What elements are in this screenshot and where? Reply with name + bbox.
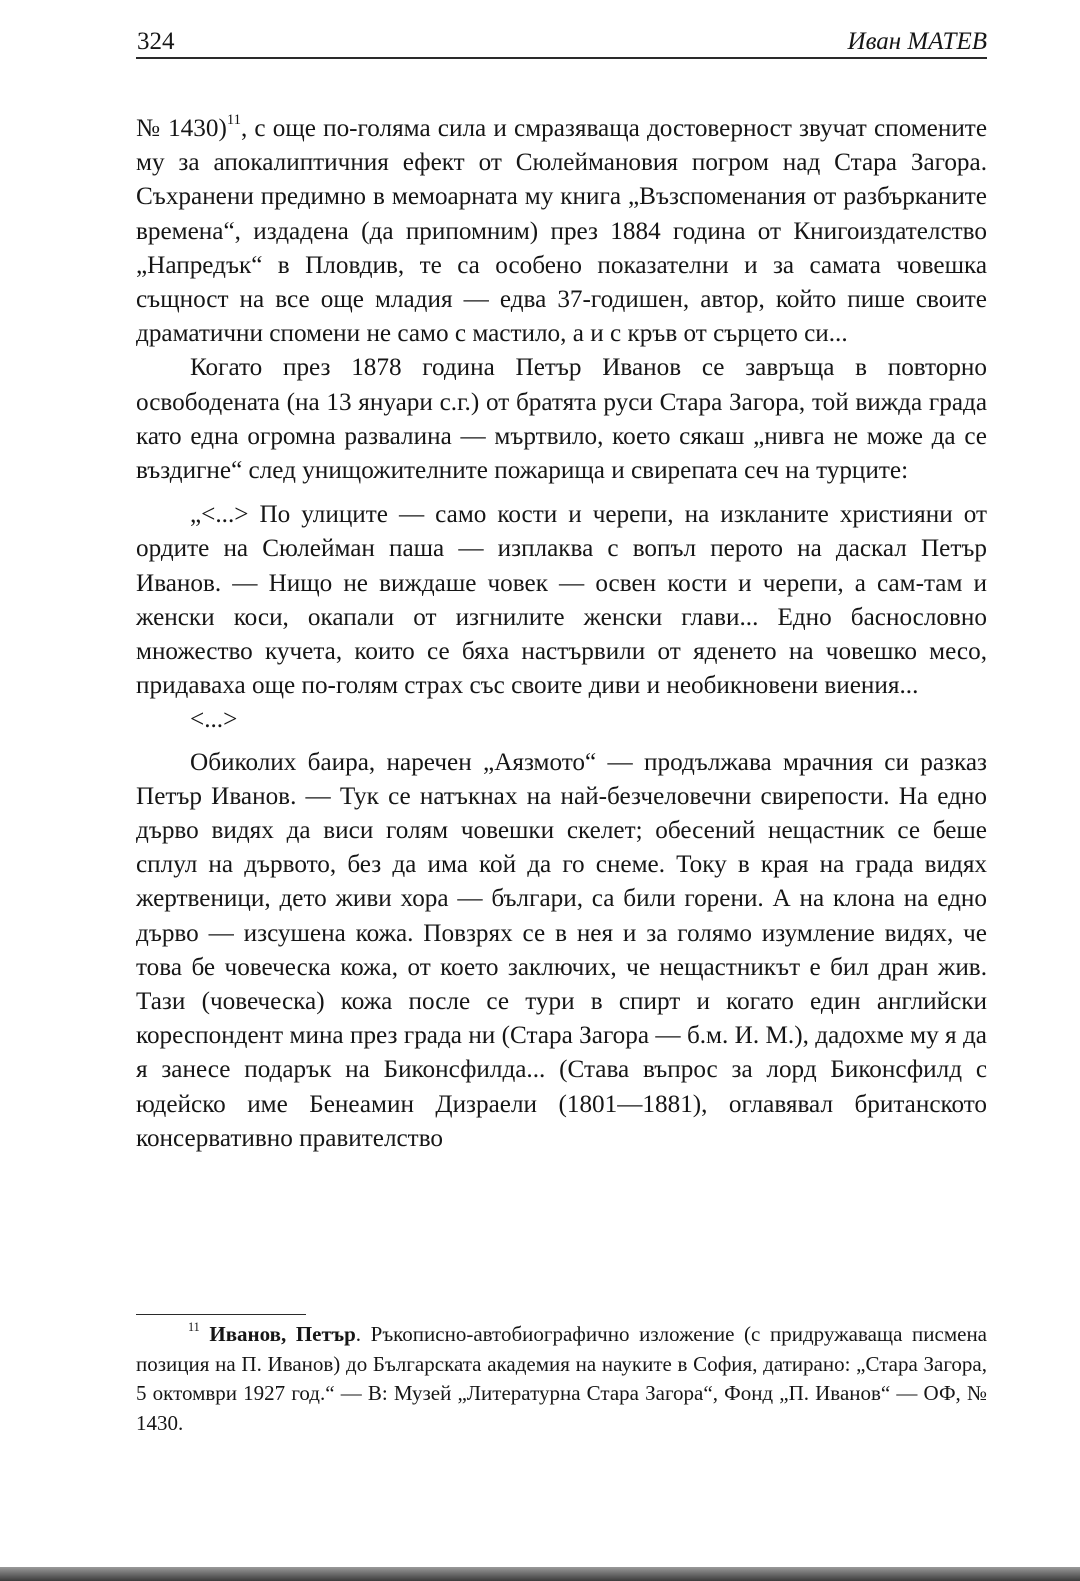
- paragraph: [136, 112, 987, 351]
- header-rule: [136, 57, 987, 59]
- page-bottom-edge: [0, 1567, 1080, 1581]
- footnote-text: [136, 1320, 987, 1438]
- page-number: 324: [137, 28, 175, 55]
- paragraph: Когато през 1878 година Петър Иванов се завръща в повторно освободената (на 13 януари с.г.) от братята руси Стара Загора, той вижда града като една огромна развалина — мъртвило, което сякаш „нивга не може да се въздигне“ след унищожителните пожарища и свирепата сеч на турците:: [136, 354, 987, 485]
- footnote-body: . Ръкописно-автобиографично изложение (с придружаваща писмена позиция на П. Иванов) до Българската академия на науките в София, датирано: „Стара Загора, 5 октомври 1927 год.“ — В: Музей „Литературна Стара Загора“, Фонд „П. Иванов“ — ОФ, № 1430.: [136, 1322, 987, 1435]
- footnote-rule: [136, 1314, 306, 1315]
- ellipsis-line: <...>: [190, 706, 238, 734]
- footnote: [136, 1320, 987, 1438]
- footnote-ref: 11: [226, 112, 241, 129]
- body-text: [136, 112, 987, 1156]
- quote-paragraph: „<...> По улиците — само кости и черепи, на изкланите християни от ордите на Сюлейман паша — изплаква с вопъл перото на даскал Петър Иванов. — Нищо не виждаше човек — освен кости и черепи, а сам-там и женски коси, окапали от изгнилите женски глави... Едно баснословно множество кучета, които се бяха настървили от яденето на човешко месо, придаваха още по-голям страх със своите диви и необикновени виения...: [136, 501, 987, 700]
- paragraph-text: , с още по-голяма сила и смразяваща достоверност звучат спомените му за апокалиптичния ефект от Сюлеймановия погром над Стара Загора. Съхранени предимно в мемоарната му книга „Възспоменания от разбърканите времена“, издадена (да припомним) през 1884 година от Книгоиздателство „Напредък“ в Пловдив, те са особено показателни и за самата човешка същност на все още младия — едва 37-годишен, автор, който пише своите драматични спомени не само с мастило, а и с кръв от сърцето си...: [136, 115, 987, 348]
- paragraph-text: № 1430): [136, 115, 227, 142]
- footnote-number: 11: [188, 1320, 200, 1335]
- quote-paragraph: Обиколих баира, наречен „Аязмото“ — продължава мрачния си разказ Петър Иванов. — Тук се натъкнах на най-безчеловечни свирепости. На едно дърво видях да виси голям човешки скелет; обесений нещастник се беше сплул на дървото, без да има кой да го снеме. Току в края на града видях жертвеници, дето живи хора — българи, са били горени. А на клона на едно дърво — изсушена кожа. Повзрях се в нея и за голямо изумление видях, че това бе човеческа кожа, от което заключих, че нещастникът е бил дран жив. Тази (човеческа) кожа после се тури в спирт и когато един английски кореспондент мина през града ни (Стара Загора — б.м. И. М.), дадохме му я да я занесе подарък на Биконсфилда... (Става въпрос за лорд Биконсфилд с юдейско име Бенеамин Дизраели (1801—1881), оглавявал британското консервативно правителство: [136, 748, 987, 1152]
- running-head: Иван МАТЕВ: [847, 28, 987, 55]
- footnote-author: Иванов, Петър: [209, 1322, 356, 1346]
